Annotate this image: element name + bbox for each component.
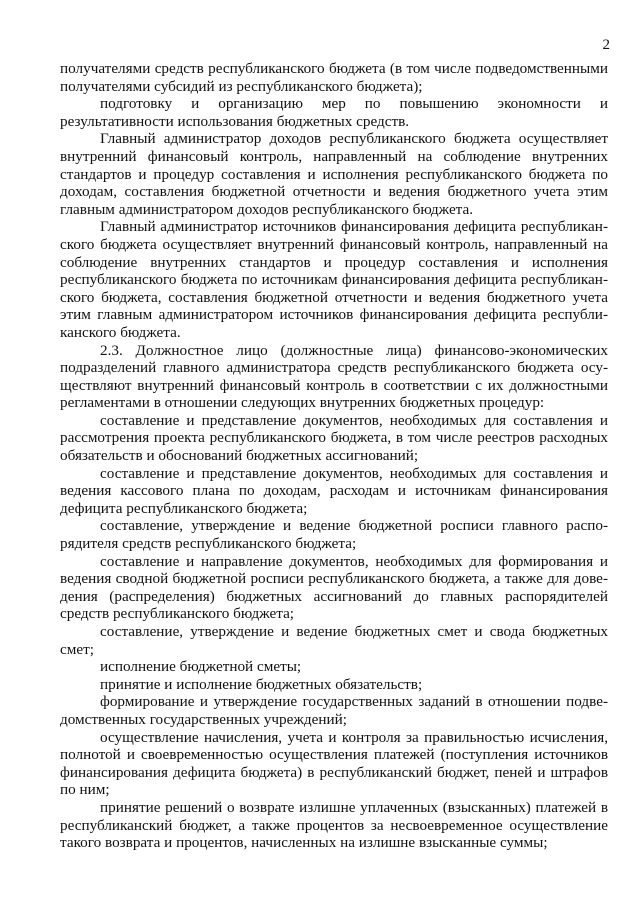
paragraph: Главный администратор источников финансирования дефицита республиканского бюджета осуществляет внутренний финансовый контроль, направленный на соблюдение внутренних стандартов и процедур составления и исполнения республиканского бюджета по источникам финансирования дефицита республиканского бюджета, составления бюджетной отчетности и ведения бюджетного учета этим главным администратором источников финансирования дефицита республиканского бюджета.	[60, 218, 608, 341]
paragraph: составление и направление документов, необходимых для формирования и ведения сводной бюджетной росписи республиканского бюджета, а также для доведения (распределения) бюджетных ассигнований до главных распорядителей средств республиканского бюджета;	[60, 552, 608, 623]
paragraph: составление и представление документов, необходимых для составления и рассмотрения проекта республиканского бюджета, в том числе реестров расходных обязательств и обоснований бюджетных ассигнований;	[60, 411, 608, 465]
paragraph: исполнение бюджетной сметы;	[100, 658, 302, 676]
paragraph: составление, утверждение и ведение бюджетных смет и свода бюджетных смет;	[60, 623, 608, 658]
paragraph: формирование и утверждение государственных заданий в отношении подведомственных государственных учреждений;	[60, 693, 608, 728]
paragraph: принятие и исполнение бюджетных обязательств;	[100, 675, 423, 693]
paragraph: Главный администратор доходов республиканского бюджета осуществляет внутренний финансовый контроль, направленный на соблюдение внутренних стандартов и процедур составления и исполнения республиканского бюджета по доходам, составления бюджетной отчетности и ведения бюджетного учета этим главным администратором доходов республиканского бюджета.	[60, 130, 608, 218]
page-number: 2	[602, 37, 610, 53]
paragraph: получателями средств республиканского бюджета (в том числе подведомственными получателями субсидий из республиканского бюджета);	[60, 60, 608, 95]
document-body	[60, 60, 608, 852]
paragraph: 2.3. Должностное лицо (должностные лица) финансово-экономических подразделений главного администратора средств республиканского бюджета осуществляют внутренний финансовый контроль в соответствии с их должностными регламентами в отношении следующих внутренних бюджетных процедур:	[60, 341, 608, 412]
paragraph: составление и представление документов, необходимых для составления и ведения кассового плана по доходам, расходам и источникам финансирования дефицита республиканского бюджета;	[60, 464, 608, 517]
paragraph: подготовку и организацию мер по повышению экономности и результативности использования бюджетных средств.	[60, 95, 608, 130]
paragraph: составление, утверждение и ведение бюджетной росписи главного распорядителя средств республиканского бюджета;	[60, 517, 608, 553]
paragraph: принятие решений о возврате излишне уплаченных (взысканных) платежей в республиканский бюджет, а также процентов за несвоевременное осуществление такого возврата и процентов, начисленных на излишне взысканные суммы;	[60, 798, 608, 852]
paragraph: осуществление начисления, учета и контроля за правильностью исчисления, полнотой и своевременностью осуществления платежей (поступления источников финансирования дефицита бюджета) в республиканский бюджет, пеней и штрафов по ним;	[60, 728, 608, 799]
